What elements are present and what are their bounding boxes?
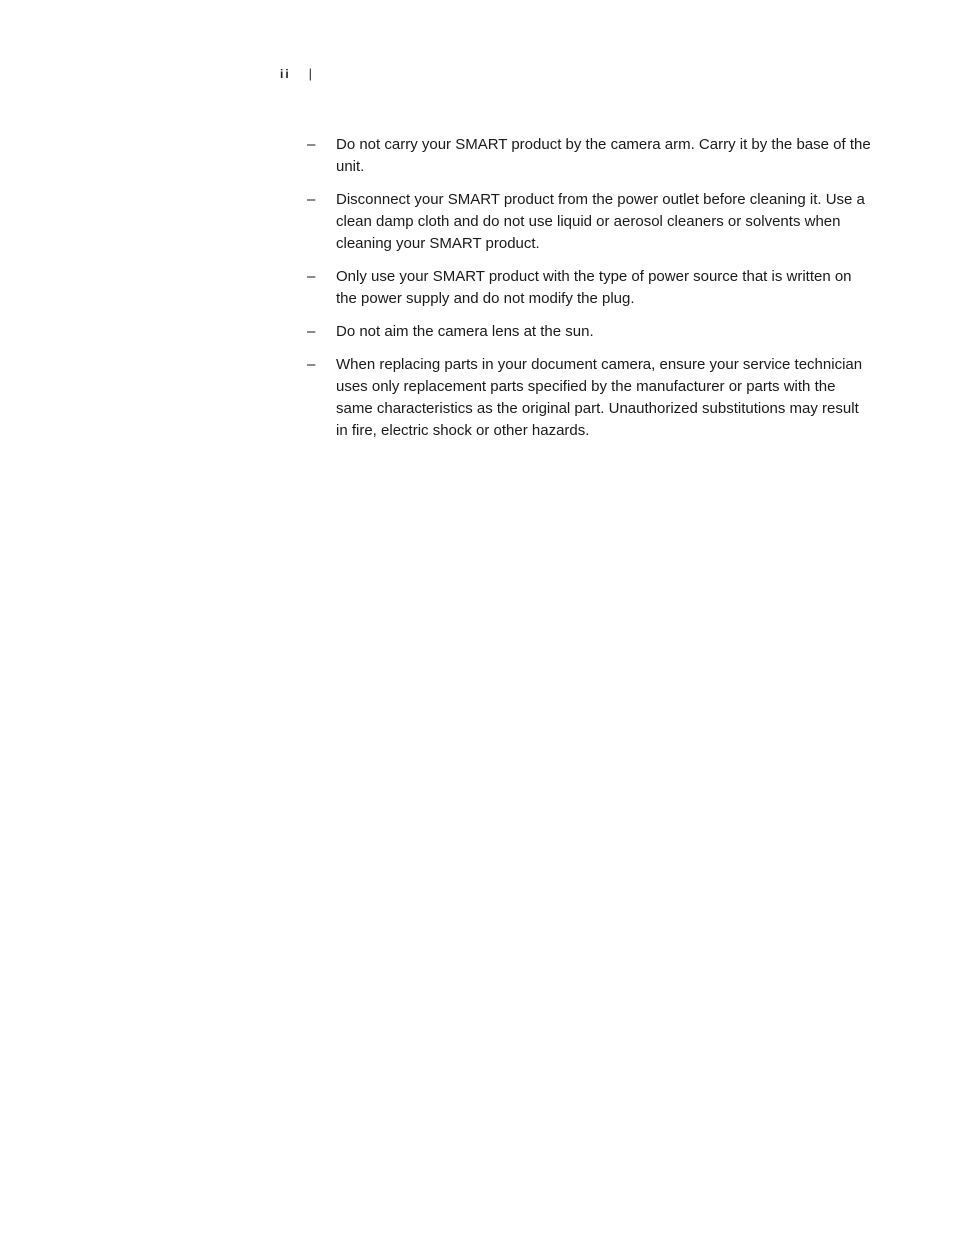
bullet-item xyxy=(307,266,873,310)
bullet-text: Only use your SMART product with the type of power source that is written on the power supply and do not modify the plug. xyxy=(336,268,852,307)
header-divider: | xyxy=(308,66,313,81)
bullet-text: When replacing parts in your document camera, ensure your service technician uses only replacement parts specified by the manufacturer or parts with the same characteristics as the original part. Unauthorized substitutions may result in fire, electric shock or other hazards. xyxy=(336,356,863,439)
bullet-item xyxy=(307,189,873,255)
bullet-dash: – xyxy=(307,136,316,153)
bullet-dash: – xyxy=(307,268,316,285)
bullet-text: Do not carry your SMART product by the camera arm. Carry it by the base of the unit. xyxy=(336,136,871,175)
bullet-dash: – xyxy=(307,356,316,373)
safety-bullet-list xyxy=(307,134,873,453)
page-header xyxy=(280,66,312,82)
page-number: ii xyxy=(280,67,291,81)
bullet-item xyxy=(307,354,873,442)
bullet-text: Disconnect your SMART product from the power outlet before cleaning it. Use a clean damp cloth and do not use liquid or aerosol cleaners or solvents when cleaning your SMART product. xyxy=(336,191,865,252)
bullet-item xyxy=(307,321,873,343)
bullet-dash: – xyxy=(307,323,316,340)
bullet-text: Do not aim the camera lens at the sun. xyxy=(336,323,594,340)
bullet-item xyxy=(307,134,873,178)
bullet-dash: – xyxy=(307,191,316,208)
